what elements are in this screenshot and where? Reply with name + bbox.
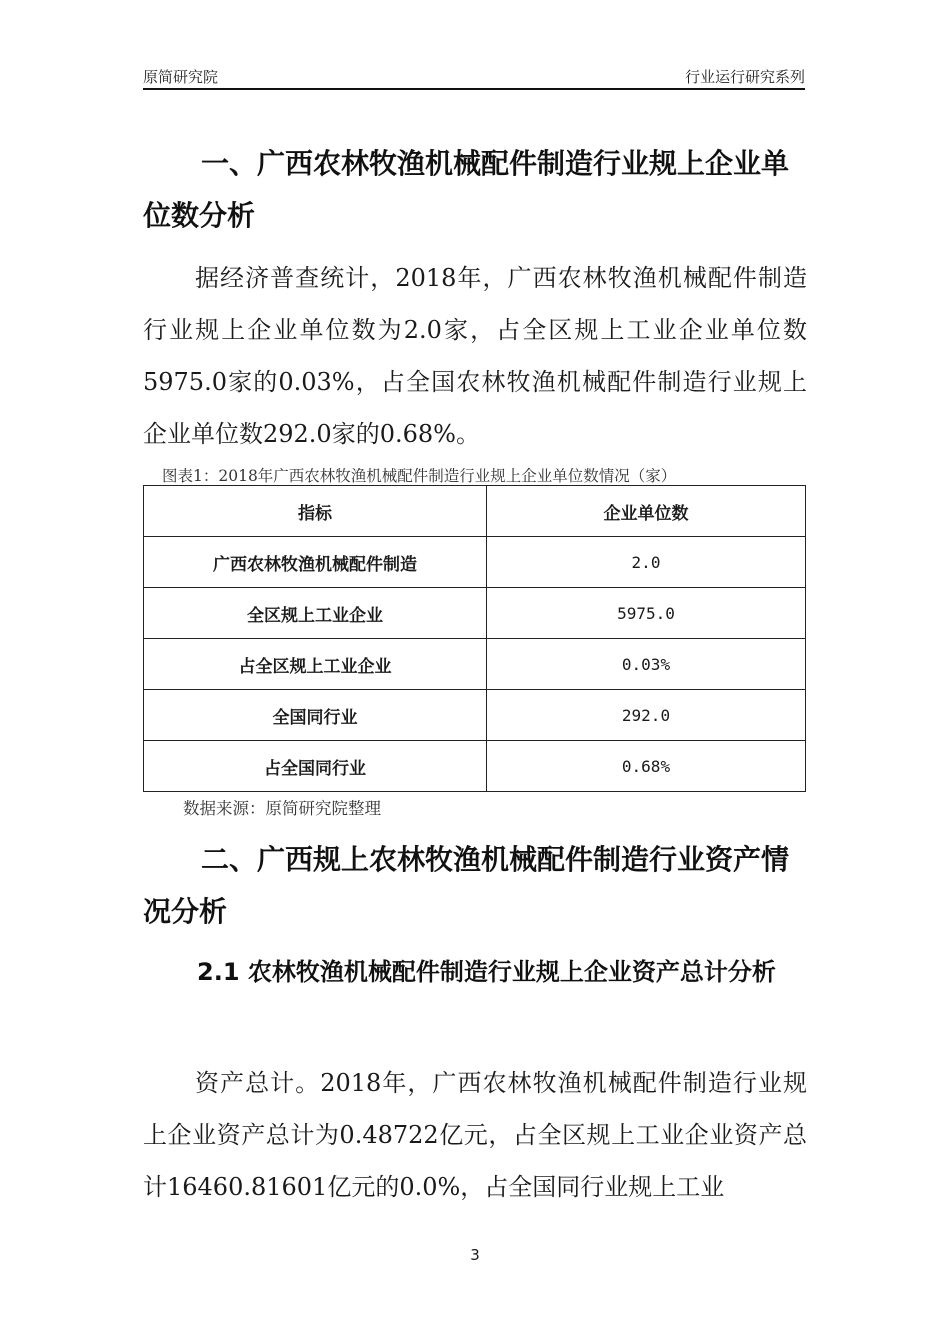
enterprise-count-table <box>143 485 806 792</box>
row-label: 占全区规上工业企业 <box>144 639 487 690</box>
table-source-note: 数据来源：原简研究院整理 <box>183 799 381 818</box>
row-label: 全区规上工业企业 <box>144 588 487 639</box>
row-value: 292.0 <box>487 690 806 741</box>
row-value: 5975.0 <box>487 588 806 639</box>
table-row <box>144 741 806 792</box>
table-row <box>144 537 806 588</box>
row-value: 2.0 <box>487 537 806 588</box>
table-row <box>144 639 806 690</box>
table-caption: 图表1：2018年广西农林牧渔机械配件制造行业规上企业单位数情况（家） <box>162 467 677 485</box>
header-divider <box>143 88 805 90</box>
row-label: 占全国同行业 <box>144 741 487 792</box>
row-label: 全国同行业 <box>144 690 487 741</box>
section1-paragraph: 据经济普查统计，2018年，广西农林牧渔机械配件制造行业规上企业单位数为2.0家，占全区规上工业企业单位数5975.0家的0.03%，占全国农林牧渔机械配件制造行业规上企业单位数292.0家的0.68%。 <box>143 264 807 448</box>
table-row <box>144 588 806 639</box>
section2-heading: 二、广西规上农林牧渔机械配件制造行业资产情况分析 <box>143 843 790 928</box>
header-left-org: 原简研究院 <box>143 68 219 86</box>
table-row <box>144 690 806 741</box>
section2-paragraph: 资产总计。2018年，广西农林牧渔机械配件制造行业规上企业资产总计为0.48722亿元，占全区规上工业企业资产总计16460.81601亿元的0.0%，占全国同行业规上工业 <box>143 1069 807 1201</box>
row-label: 广西农林牧渔机械配件制造 <box>144 537 487 588</box>
header-right-series: 行业运行研究系列 <box>684 68 805 86</box>
page-number: 3 <box>470 1246 480 1264</box>
table-header-count: 企业单位数 <box>487 486 806 537</box>
section2-subheading: 2.1 农林牧渔机械配件制造行业规上企业资产总计分析 <box>197 958 776 986</box>
table-header-indicator: 指标 <box>144 486 487 537</box>
row-value: 0.03% <box>487 639 806 690</box>
row-value: 0.68% <box>487 741 806 792</box>
table-header-row <box>144 486 806 537</box>
section1-heading: 一、广西农林牧渔机械配件制造行业规上企业单位数分析 <box>143 147 790 232</box>
